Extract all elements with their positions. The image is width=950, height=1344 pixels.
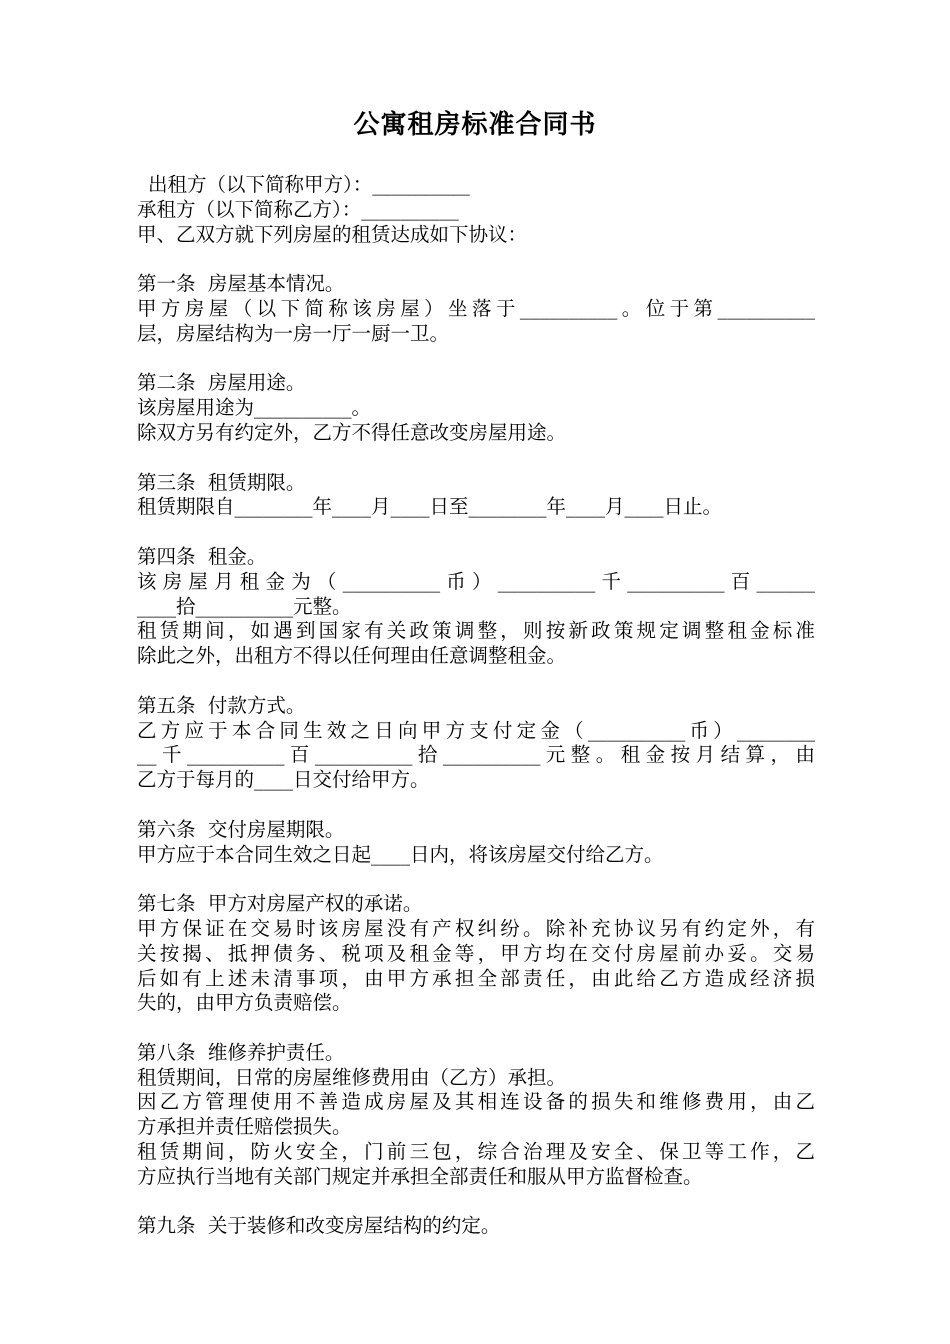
blank-line: [137, 247, 815, 272]
clause-heading: 第五条 付款方式。: [137, 693, 306, 717]
body-line: 除此之外，出租方不得以任何理由任意调整租金。: [137, 644, 567, 668]
body-line: 甲方保证在交易时该房屋没有产权纠纷。除补充协议另有约定外，有: [137, 916, 815, 940]
blank-line: [137, 793, 815, 818]
body-line: 租赁期间，日常的房屋维修费用由（乙方）承担。: [137, 1065, 567, 1089]
body-line: 方承担并责任赔偿损失。: [137, 1115, 352, 1139]
body-line: 该房屋月租金为（__________币）__________千__________百______: [137, 569, 815, 593]
body-line: 失的，由甲方负责赔偿。: [137, 991, 352, 1015]
body-line: 租赁期限自________年____月____日至________年____月____日止。: [137, 495, 723, 519]
blank-line: [137, 669, 815, 694]
clause-heading: 第四条 租金。: [137, 544, 267, 568]
clause-heading: 第六条 交付房屋期限。: [137, 817, 345, 841]
blank-line: [137, 1190, 815, 1215]
body-line: ____拾__________元整。: [137, 594, 352, 618]
body-line: 层，房屋结构为一房一厅一厨一卫。: [137, 321, 450, 345]
clause-heading: 第一条 房屋基本情况。: [137, 272, 345, 296]
body-line: 因乙方管理使用不善造成房屋及其相连设备的损失和维修费用，由乙: [137, 1090, 815, 1114]
document-title: 公寓租房标准合同书: [353, 110, 597, 140]
document-body: [137, 173, 815, 1239]
body-line: 甲方应于本合同生效之日起____日内，将该房屋交付给乙方。: [137, 842, 664, 866]
body-line: 承租方（以下简称乙方）：__________: [137, 197, 459, 221]
body-line: 租赁期间，防火安全，门前三包，综合治理及安全、保卫等工作，乙: [137, 1140, 815, 1164]
body-line: 关按揭、抵押债务、税项及租金等，甲方均在交付房屋前办妥。交易: [137, 941, 815, 965]
clause-heading: 第七条 甲方对房屋产权的承诺。: [137, 892, 423, 916]
clause-heading: 第八条 维修养护责任。: [137, 1040, 345, 1064]
body-line: 甲、乙双方就下列房屋的租赁达成如下协议：: [137, 222, 528, 246]
blank-line: [137, 446, 815, 471]
clause-heading: 第二条 房屋用途。: [137, 371, 306, 395]
blank-line: [137, 867, 815, 892]
body-line: 甲方房屋（以下简称该房屋）坐落于__________。位于第__________: [137, 296, 815, 320]
clause-heading: 第三条 租赁期限。: [137, 470, 306, 494]
body-line: 乙方于每月的____日交付给甲方。: [137, 768, 430, 792]
body-line: 该房屋用途为__________。: [137, 396, 372, 420]
body-line: 方应执行当地有关部门规定并承担全部责任和服从甲方监督检查。: [137, 1164, 703, 1188]
blank-line: [137, 1016, 815, 1041]
blank-line: [137, 347, 815, 372]
blank-line: [137, 520, 815, 545]
body-line: 乙方应于本合同生效之日向甲方支付定金（__________币）________: [137, 718, 815, 742]
body-line: __千__________百__________拾__________元整。租金按月结算，由: [137, 743, 815, 767]
body-line: 出租方（以下简称甲方）：__________: [148, 173, 470, 196]
body-line: 租赁期间，如遇到国家有关政策调整，则按新政策规定调整租金标准: [137, 619, 815, 643]
clause-heading: 第九条 关于装修和改变房屋结构的约定。: [137, 1214, 501, 1238]
body-line: 除双方另有约定外，乙方不得任意改变房屋用途。: [137, 420, 567, 444]
body-line: 后如有上述未清事项，由甲方承担全部责任，由此给乙方造成经济损: [137, 966, 815, 990]
